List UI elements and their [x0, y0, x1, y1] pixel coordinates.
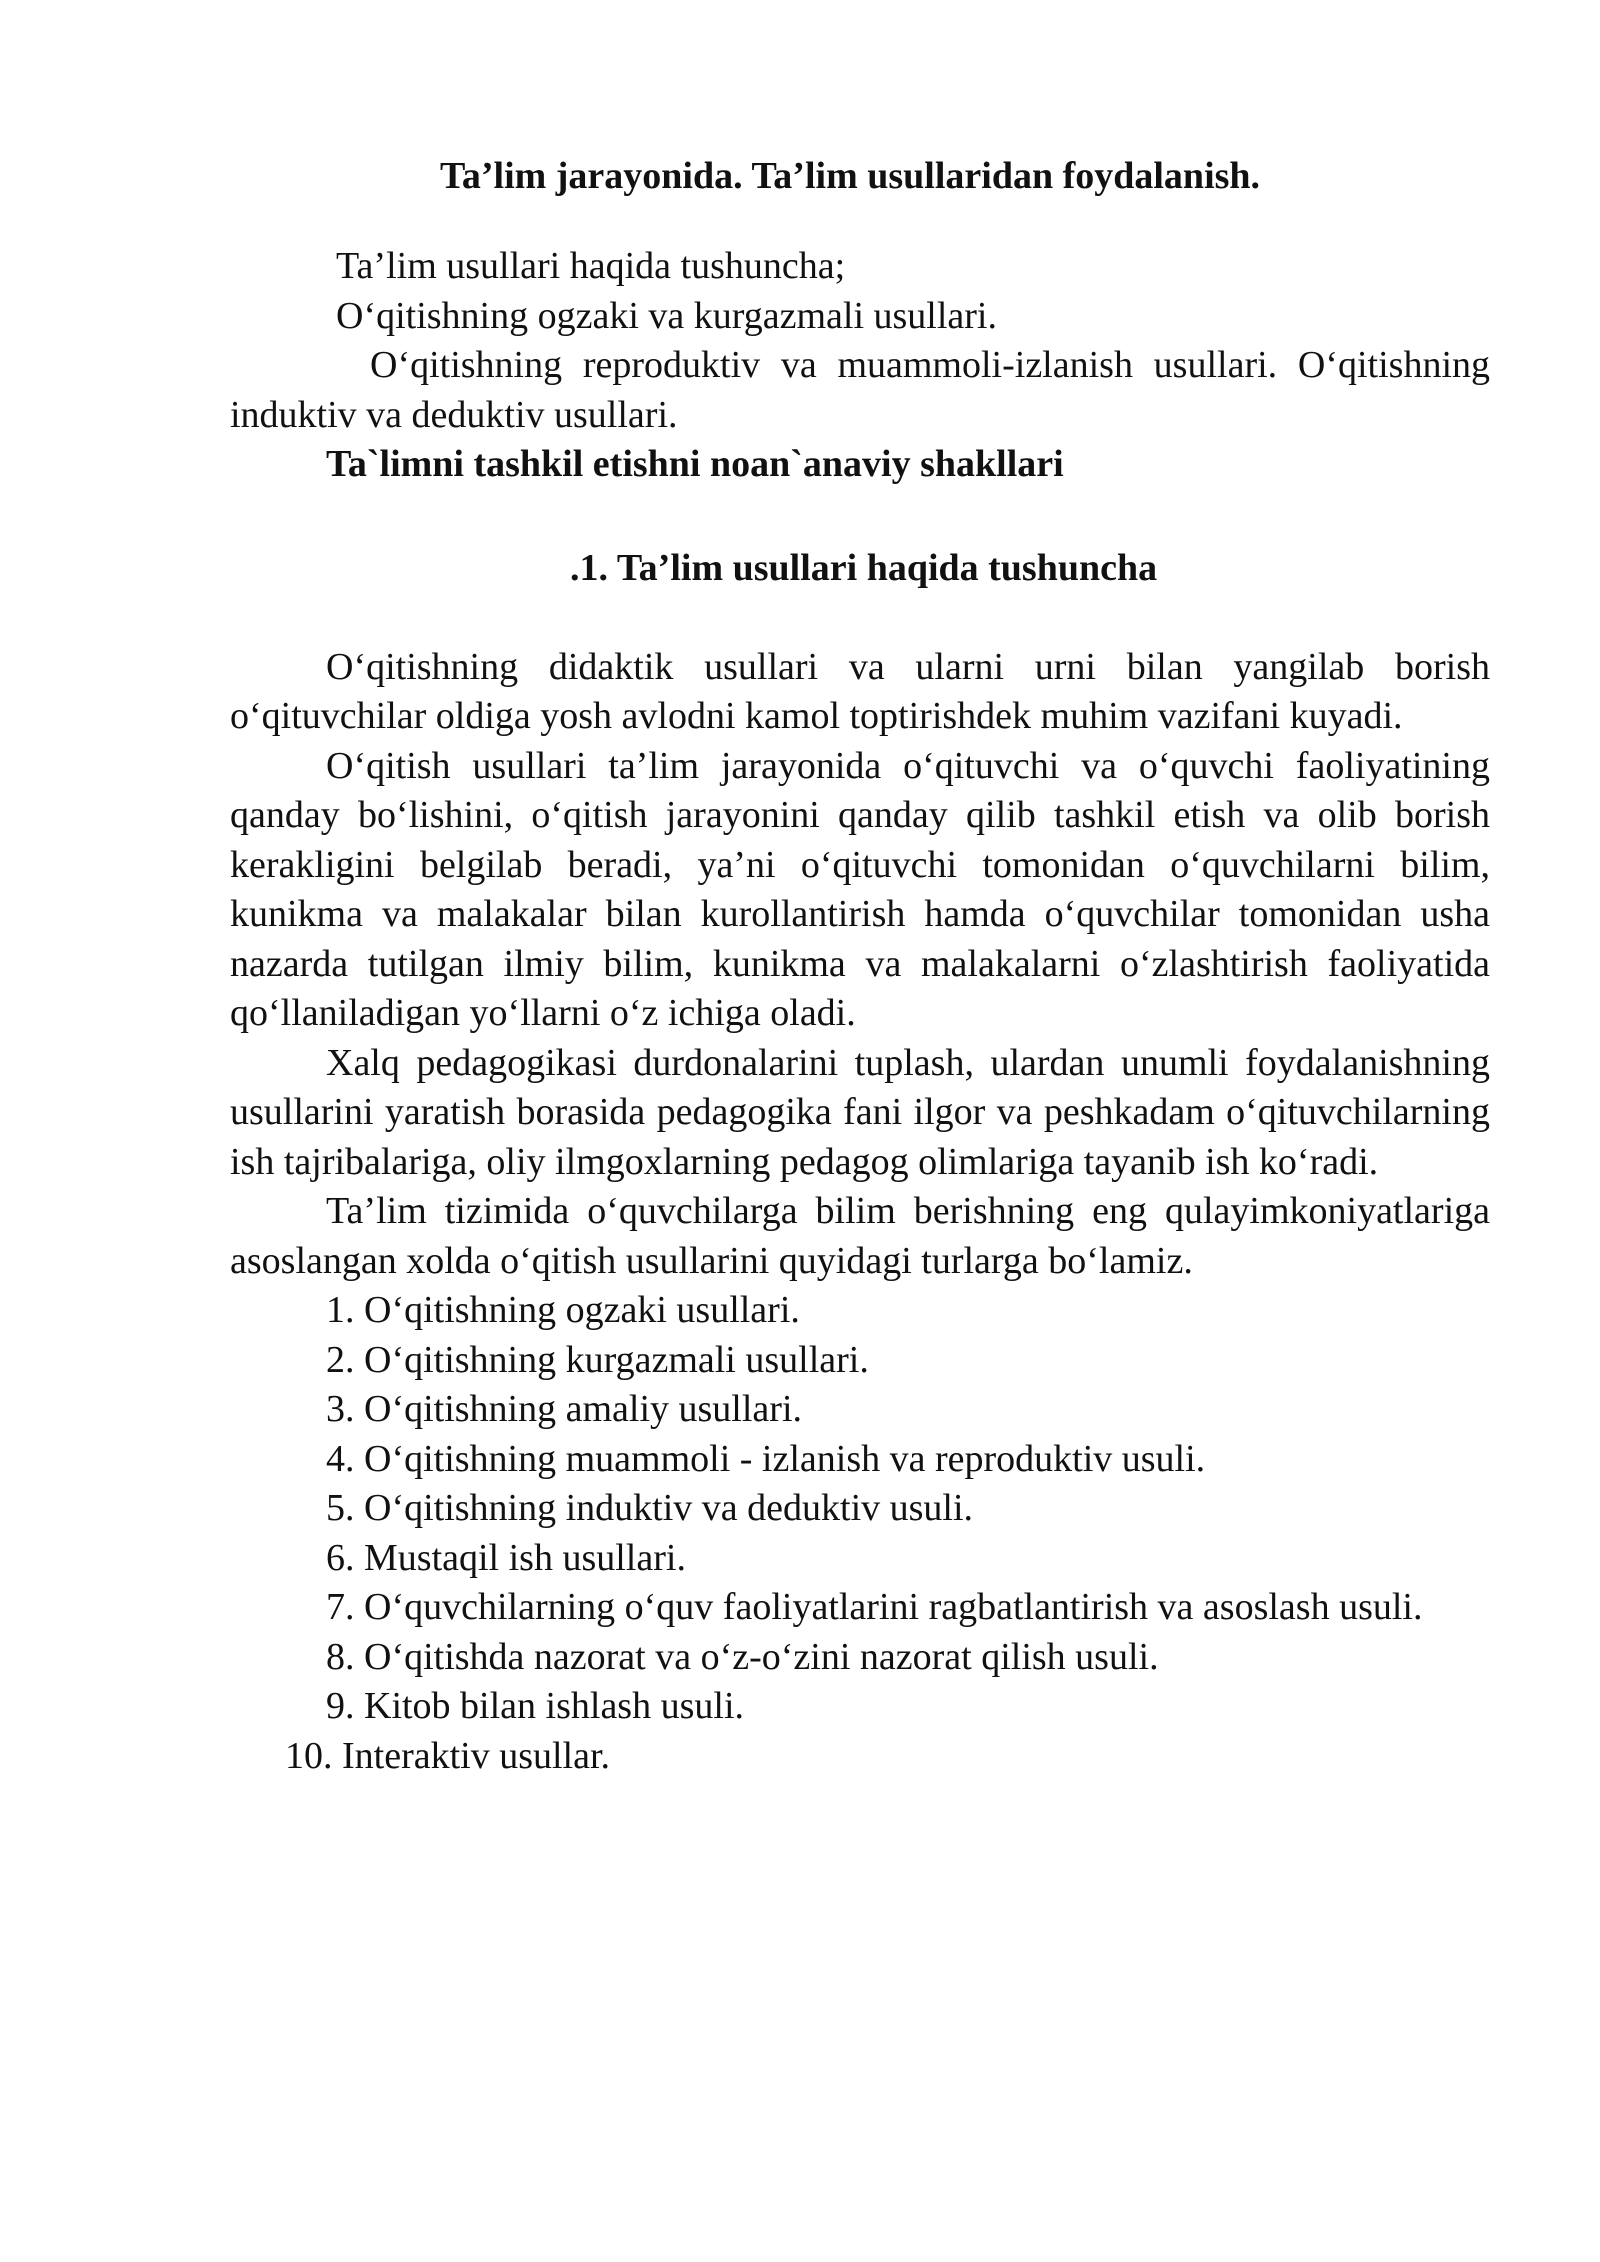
outline-item: Ta’lim usullari haqida tushuncha;: [336, 245, 846, 287]
document-page: [230, 150, 1490, 1781]
section-heading: .1. Ta’lim usullari haqida tushuncha: [570, 546, 1158, 589]
list-item: 2. O‘qitishning kurgazmali usullari.: [326, 1338, 869, 1381]
topic-outline: [230, 242, 1490, 490]
paragraph: Ta’lim tizimida o‘quvchilarga bilim berishning eng qulayimkoniyatlariga asoslangan xolda o‘qitish usullarini quyidagi turlarga bo‘lamiz.: [230, 1190, 1490, 1282]
methods-list: [230, 1286, 1490, 1781]
list-item: 10. Interaktiv usullar.: [285, 1734, 611, 1777]
section-body: [230, 643, 1490, 1287]
list-item: 6. Mustaqil ish usullari.: [326, 1536, 686, 1579]
list-item: 7. O‘quvchilarning o‘quv faoliyatlarini ragbatlantirish va asoslash usuli.: [326, 1586, 1423, 1628]
list-item: 5. O‘qitishning induktiv va deduktiv usuli.: [326, 1487, 974, 1529]
list-item: 9. Kitob bilan ishlash usuli.: [326, 1685, 744, 1727]
outline-item: Ta`limni tashkil etishni noan`anaviy shakllari: [326, 443, 1064, 485]
list-item: 1. O‘qitishning ogzaki usullari.: [326, 1289, 800, 1331]
paragraph: Xalq pedagogikasi durdonalarini tuplash, ulardan unumli foydalanishning usullarini yaratish borasida pedagogika fani ilgor va peshkadam o‘qituvchilarning ish tajribalariga, oliy ilmgoxlarning pedagog olimlariga tayanib ish ko‘radi.: [230, 1041, 1490, 1183]
outline-item: O‘qitishning ogzaki va kurgazmali usullari.: [336, 294, 997, 337]
list-item: 4. O‘qitishning muammoli - izlanish va reproduktiv usuli.: [326, 1437, 1206, 1480]
outline-item: O‘qitishning reproduktiv va muammoli-izlanish usullari. O‘qitishning induktiv va deduktiv usullari.: [230, 344, 1490, 436]
list-item: 8. O‘qitishda nazorat va o‘z-o‘zini nazorat qilish usuli.: [326, 1635, 1159, 1678]
paragraph: O‘qitish usullari ta’lim jarayonida o‘qituvchi va o‘quvchi faoliyatining qanday bo‘lishini, o‘qitish jarayonini qanday qilib tashkil etish va olib borish kerakligini belgilab beradi, ya’ni o‘qituvchi tomonidan o‘quvchilarni bilim, kunikma va malakalar bilan kurollantirish hamda o‘quvchilar tomonidan usha nazarda tutilgan ilmiy bilim, kunikma va malakalarni o‘zlashtirish faoliyatida qo‘llaniladigan yo‘llarni o‘z ichiga oladi.: [230, 744, 1490, 1034]
document-title: Ta’lim jarayonida. Ta’lim usullaridan foydalanish.: [440, 155, 1261, 197]
list-item: 3. O‘qitishning amaliy usullari.: [326, 1388, 803, 1430]
paragraph: O‘qitishning didaktik usullari va ularni urni bilan yangilab borish o‘qituvchilar oldiga yosh avlodni kamol toptirishdek muhim vazifani kuyadi.: [230, 645, 1490, 737]
